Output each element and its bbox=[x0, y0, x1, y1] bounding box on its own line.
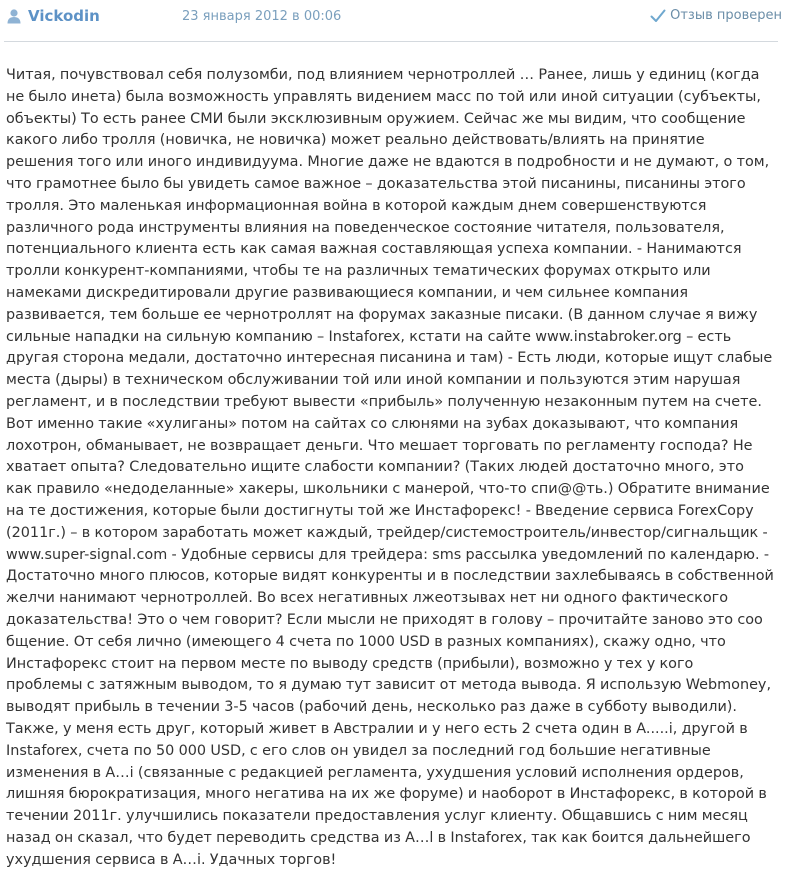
header-divider bbox=[4, 41, 778, 42]
verified-status bbox=[650, 8, 782, 23]
verified-status-label: Отзыв проверен bbox=[670, 8, 782, 23]
username-link[interactable]: Vickodin bbox=[28, 7, 100, 25]
review-date: 23 января 2012 в 00:06 bbox=[182, 9, 342, 24]
user-icon bbox=[6, 8, 22, 24]
review-header bbox=[0, 0, 794, 36]
review-body: Читая, почувствовал себя полузомби, под влиянием чернотроллей … Ранее, лишь у единиц (когда не было инета) была возможность управлять видением масс по той или иной ситуации (субъекты, объекты) То есть ранее СМИ были эксклюзивным оружием. Сейчас же мы видим, что сообщение какого либо тролля (новичка, не новичка) может реально действовать/влиять на принятие решения того или иного индивидуума. Многие даже не вдаются в подробности и не думают, о том, что грамотнее было бы увидеть самое важное – доказательства этой писанины, писанины этого тролля. Это маленькая информационная война в которой каждым днем совершенствуются различного рода инструменты влияния на поведенческое состояние читателя, пользователя, потенциального клиента есть как самая важная составляющая успеха компании. - Нанимаются тролли конкурент-компаниями, чтобы те на различных тематических форумах открыто или намеками дискредитировали другие развивающиеся компании, и чем сильнее компания развивается, тем больше ее чернотроллят на форумах заказные писаки. (В данном случае я вижу сильные нападки на сильную компанию – Instaforex, кстати на сайте www.instabroker.org – есть другая сторона медали, достаточно интересная писанина и там) - Есть люди, которые ищут слабые места (дыры) в техническом обслуживании той или иной компании и пользуются этим нарушая регламент, и в последствии требуют вывести «прибыль» полученную незаконным путем на счете. Вот именно такие «хулиганы» потом на сайтах со слюнями на зубах доказывают, что компания лохотрон, обманывает, не возвращает деньги. Что мешает торговать по регламенту господа? Не хватает опыта? Следовательно ищите слабости компании? (Таких людей достаточно много, это как правило «недоделанные» хакеры, школьники с манерой, что-то спи@@ть.) Обратите внимание на те достижения, которые были достигнуты той же Инстафорекс! - Введение сервиса ForexCopy (2011г.) – в котором заработать может каждый, трейдер/системостроитель/инвестор/сигнальщик - www.super-signal.com - Удобные сервисы для трейдера: sms рассылка уведомлений по календарю. - Достаточно много плюсов, которые видят конкуренты и в последствии захлебываясь в собственной желчи нанимают чернотроллей. Во всех негативных лжеотзывах нет ни одного фактического доказательства! Это о чем говорит? Если мысли не приходят в голову – прочитайте заново это соо бщение. От себя лично (имеющего 4 счета по 1000 USD в разных компаниях), скажу одно, что Инстафорекс стоит на первом месте по выводу средств (прибыли), возможно у тех у кого проблемы с затяжным выводом, то я думаю тут зависит от метода вывода. Я использую Webmoney, выводят прибыль в течении 3-5 часов (рабочий день, несколько раз даже в субботу выводили). Также, у меня есть друг, который живет в Австралии и у него есть 2 счета один в A.....i, другой в Instaforex, счета по 50 000 USD, с его слов он увидел за последний год большие негативные изменения в A…i (связанные с редакцией регламента, ухудшения условий исполнения ордеров, лишняя бюрократизация, много негатива на их же форуме) и наоборот в Инстафорекс, в которой в течении 2011г. улучшились показатели предоставления услуг клиенту. Общавшись с ним месяц назад он сказал, что будет переводить средства из A…l в Instaforex, так как боится дальнейшего ухудшения сервиса в A…i. Удачных торгов! bbox=[6, 67, 774, 868]
check-icon bbox=[650, 9, 666, 23]
